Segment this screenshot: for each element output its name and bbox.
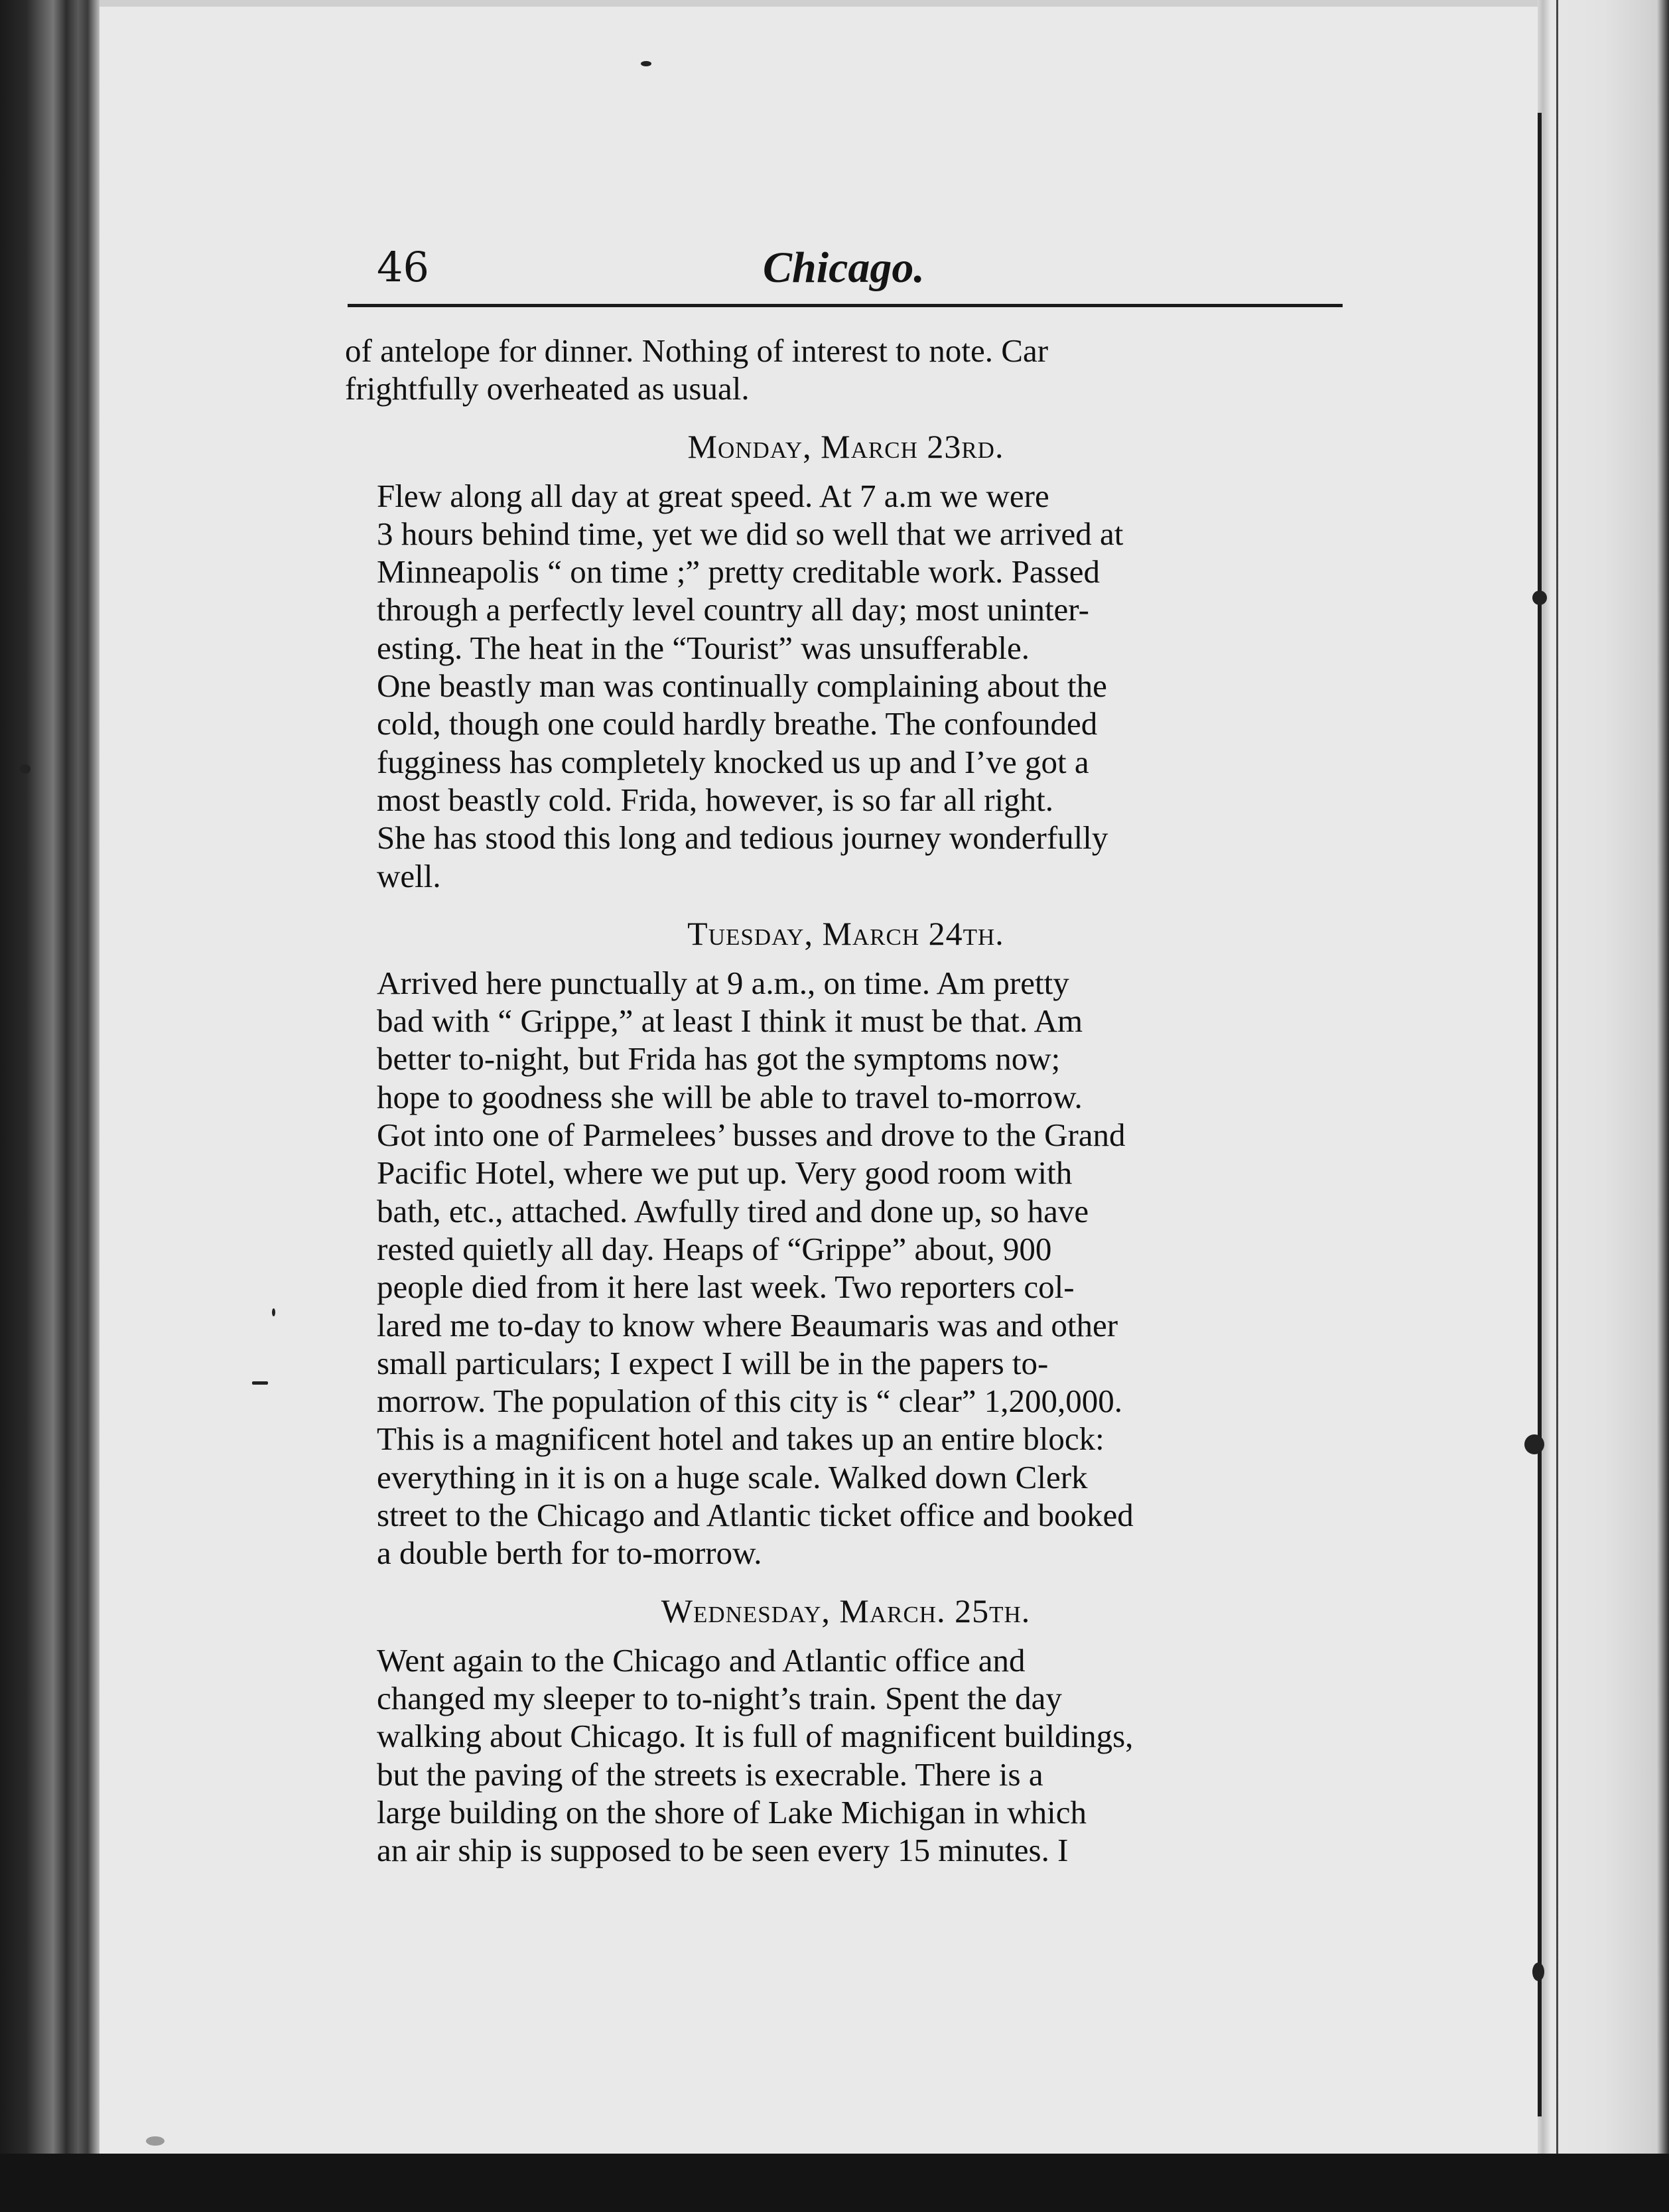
text-line: bad with “ Grippe,” at least I think it must be that. Am <box>377 1002 1083 1040</box>
entry-paragraph-wednesday <box>345 1641 1347 1870</box>
text-line: street to the Chicago and Atlantic ticket office and booked <box>377 1497 1134 1534</box>
text-line: small particulars; I expect I will be in the papers to- <box>377 1344 1049 1381</box>
text-line: fugginess has completely knocked us up and I’ve got a <box>377 743 1089 780</box>
text-line: 3 hours behind time, yet we did so well that we arrived at <box>377 515 1124 552</box>
book-gutter <box>0 0 100 2212</box>
text-line: Got into one of Parmelees’ busses and drove to the Grand <box>377 1117 1126 1154</box>
page-edge-line <box>1538 113 1542 2116</box>
text-line: walking about Chicago. It is full of magnificent buildings, <box>377 1718 1134 1755</box>
text-line: esting. The heat in the “Tourist” was unsufferable. <box>377 629 1030 666</box>
text-line: This is a magnificent hotel and takes up an entire block: <box>377 1420 1104 1458</box>
entry-paragraph-tuesday <box>345 964 1347 1572</box>
page-number: 46 <box>377 243 429 291</box>
header-rule <box>348 304 1343 307</box>
top-edge <box>100 0 1538 7</box>
text-line: Arrived here punctually at 9 a.m., on time. Am pretty <box>377 964 1069 1001</box>
text-line: large building on the shore of Lake Michigan in which <box>377 1793 1087 1831</box>
text-line: a double berth for to-morrow. <box>377 1535 762 1572</box>
text-line: lared me to-day to know where Beaumaris was and other <box>377 1306 1118 1344</box>
text-line: rested quietly all day. Heaps of “Grippe” about, 900 <box>377 1230 1052 1267</box>
scan-speck <box>20 764 31 774</box>
entry-heading-monday: Monday, March 23rd. <box>687 427 1004 465</box>
scan-speck <box>641 61 651 66</box>
scan-speck <box>272 1308 275 1316</box>
continuation-paragraph <box>345 332 1347 408</box>
text-line: Flew along all day at great speed. At 7 a.m we were <box>377 477 1049 514</box>
text-line: She has stood this long and tedious journey wonderfully <box>377 819 1108 857</box>
text-line: cold, though one could hardly breathe. The confounded <box>377 705 1098 742</box>
text-line: an air ship is supposed to be seen every 15 minutes. I <box>377 1832 1069 1869</box>
text-line: but the paving of the streets is execrable. There is a <box>377 1756 1043 1793</box>
text-line: people died from it here last week. Two reporters col- <box>377 1269 1075 1306</box>
text-line: well. <box>377 857 441 894</box>
text-line: better to-night, but Frida has got the symptoms now; <box>377 1040 1061 1077</box>
text-line: through a perfectly level country all day; most uninter- <box>377 591 1089 628</box>
entry-paragraph-monday <box>345 477 1347 895</box>
entry-heading-wednesday: Wednesday, March. 25th. <box>661 1592 1031 1629</box>
text-line: morrow. The population of this city is “ clear” 1,200,000. <box>377 1383 1123 1420</box>
text-line: most beastly cold. Frida, however, is so far all right. <box>377 781 1054 818</box>
page-edge-line-outer <box>1556 0 1558 2212</box>
scan-speck <box>1532 590 1547 605</box>
text-line: everything in it is on a huge scale. Walked down Clerk <box>377 1458 1088 1495</box>
scan-speck <box>1524 1434 1544 1454</box>
text-line: bath, etc., attached. Awfully tired and done up, so have <box>377 1192 1089 1229</box>
text-line: Minneapolis “ on time ;” pretty creditable work. Passed <box>377 553 1100 590</box>
scan-speck <box>146 2136 165 2146</box>
page-header <box>332 232 1353 305</box>
text-line: hope to goodness she will be able to travel to-morrow. <box>377 1078 1083 1115</box>
text-line: Went again to the Chicago and Atlantic office and <box>377 1641 1026 1679</box>
text-line: changed my sleeper to to-night’s train. Spent the day <box>377 1679 1062 1716</box>
bottom-edge <box>0 2154 1669 2212</box>
body-text <box>345 332 1347 1869</box>
text-line: frightfully overheated as usual. <box>345 370 750 407</box>
scan-speck <box>252 1381 268 1385</box>
text-line: One beastly man was continually complaining about the <box>377 667 1107 705</box>
entry-heading-tuesday: Tuesday, March 24th. <box>687 914 1004 952</box>
text-line: Pacific Hotel, where we put up. Very good room with <box>377 1154 1073 1192</box>
scan-speck <box>1532 1963 1544 1981</box>
text-line: of antelope for dinner. Nothing of interest to note. Car <box>345 332 1049 369</box>
running-head: Chicago. <box>763 243 925 292</box>
